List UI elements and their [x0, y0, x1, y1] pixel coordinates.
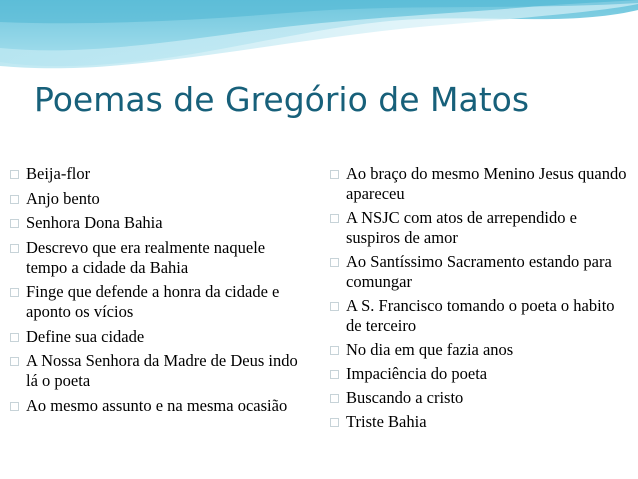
list-item-text: Anjo bento — [26, 188, 100, 208]
list-item — [8, 282, 308, 322]
slide-title: Poemas de Gregório de Matos — [34, 80, 530, 119]
left-poem-list — [8, 164, 308, 420]
list-item-text: A NSJC com atos de arrependido e suspiros de amor — [346, 208, 577, 247]
list-item-text: No dia em que fazia anos — [346, 340, 514, 359]
right-poem-list — [328, 164, 628, 436]
list-item — [8, 327, 308, 347]
bullet-icon — [330, 214, 339, 223]
bullet-icon — [10, 402, 19, 411]
list-item — [8, 189, 308, 209]
bullet-icon — [330, 170, 339, 179]
list-item — [328, 296, 628, 336]
bullet-icon — [330, 258, 339, 267]
list-item-text: Ao Santíssimo Sacramento estando para comungar — [346, 252, 612, 291]
list-item — [8, 351, 308, 391]
list-item — [328, 364, 628, 384]
bullet-icon — [10, 288, 19, 297]
list-item-text: Define sua cidade — [26, 326, 145, 346]
list-item — [328, 208, 628, 248]
decorative-header-wave — [0, 0, 638, 70]
list-item-text: A S. Francisco tomando o poeta o habito de terceiro — [346, 296, 615, 335]
bullet-icon — [330, 302, 339, 311]
list-item-text: Senhora Dona Bahia — [26, 213, 163, 232]
bullet-icon — [10, 244, 19, 253]
list-item-text: Ao braço do mesmo Menino Jesus quando apareceu — [346, 164, 627, 203]
list-item-text: Buscando a cristo — [346, 388, 464, 407]
bullet-icon — [330, 418, 339, 427]
bullet-icon — [330, 346, 339, 355]
list-item-text: Finge que defende a honra da cidade e aponto os vícios — [26, 282, 280, 321]
list-item — [328, 252, 628, 292]
list-item — [328, 340, 628, 360]
list-item-text: Descrevo que era realmente naquele tempo a cidade da Bahia — [26, 237, 266, 277]
bullet-icon — [330, 370, 339, 379]
bullet-icon — [10, 333, 19, 342]
list-item — [8, 396, 308, 416]
list-item — [8, 164, 308, 184]
list-item — [328, 164, 628, 204]
bullet-icon — [10, 357, 19, 366]
list-item-text: Ao mesmo assunto e na mesma ocasião — [26, 395, 288, 415]
list-item — [8, 238, 308, 278]
list-item-text: Triste Bahia — [346, 412, 427, 431]
list-item — [328, 412, 628, 432]
list-item-text: Impaciência do poeta — [346, 364, 488, 383]
bullet-icon — [10, 170, 19, 179]
bullet-icon — [330, 394, 339, 403]
list-item — [8, 213, 308, 233]
list-item-text: Beija-flor — [26, 164, 91, 183]
list-item — [328, 388, 628, 408]
bullet-icon — [10, 219, 19, 228]
bullet-icon — [10, 195, 19, 204]
list-item-text: A Nossa Senhora da Madre de Deus indo lá o poeta — [26, 351, 298, 390]
